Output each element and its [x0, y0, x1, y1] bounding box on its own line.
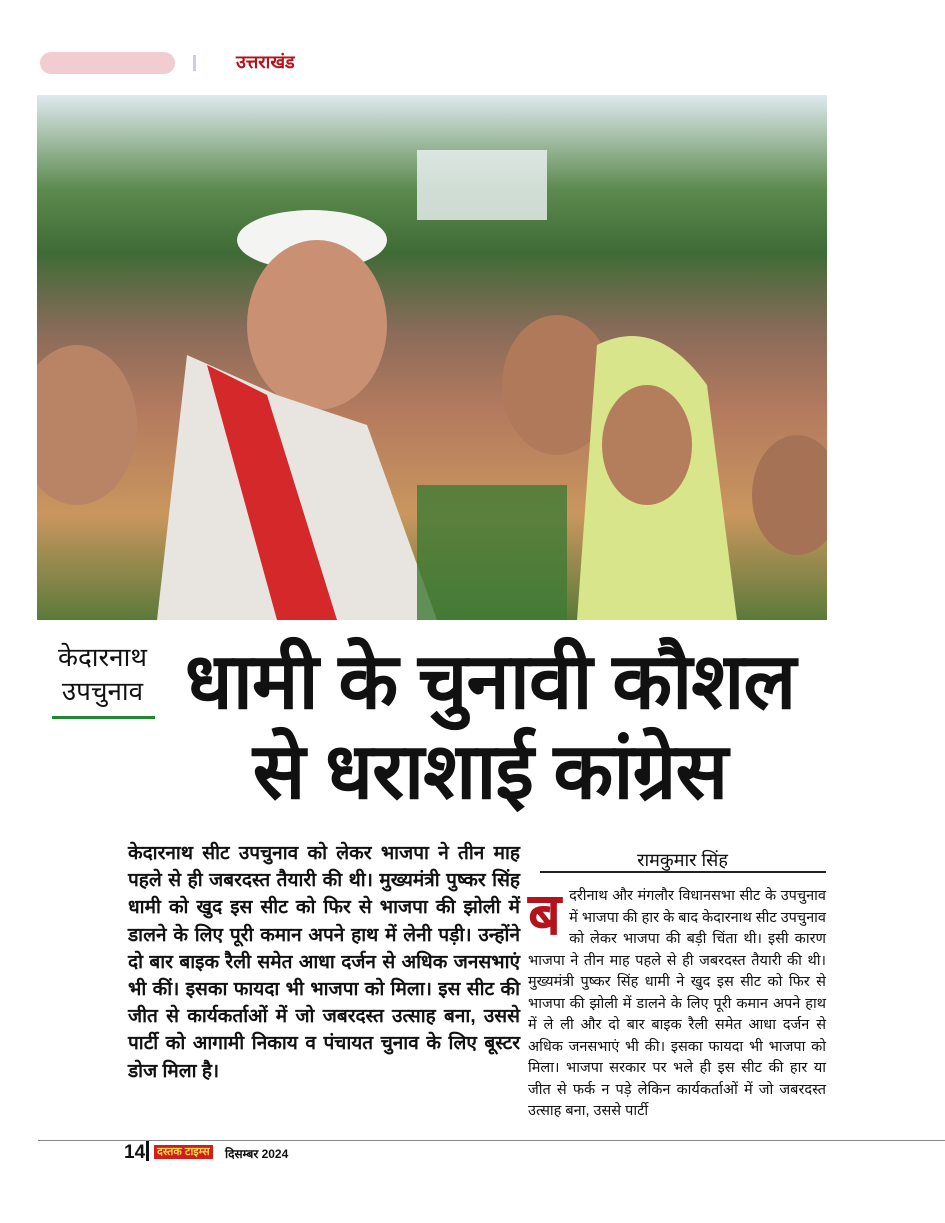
kicker: [50, 640, 155, 708]
headline-line-1: धामी के चुनावी कौशल: [184, 637, 796, 725]
man-face-left: [37, 345, 137, 505]
kicker-underline: [52, 716, 155, 719]
article-photo: [37, 95, 827, 620]
dropcap: ब: [528, 882, 562, 947]
photo-illustration: [37, 95, 827, 620]
brand-logo: दस्तक टाइम्स: [154, 1145, 213, 1159]
woman-face-3: [752, 435, 827, 555]
kicker-line-2: उपचुनाव: [61, 676, 144, 706]
tent: [417, 150, 547, 220]
intro-text: केदारनाथ सीट उपचुनाव को लेकर भाजपा ने तीन माह पहले से ही जबरदस्त तैयारी की थी। मुख्यमंत्री पुष्कर सिंह धामी को खुद इस सीट को फिर से भाजपा की झोली में डालने के लिए पूरी कमान अपने हाथ में लेनी पड़ी। उन्होंने दो बार बाइक रैली समेत आधा दर्जन से अधिक जनसभाएं भी कीं। इसका फायदा भी भाजपा को मिला। इस सीट की जीत से कार्यकर्ताओं में जो जबरदस्त उत्साह बना, उससे पार्टी को आगामी निकाय व पंचायत चुनाव के लिए बूस्टर डोज मिला है।: [128, 843, 520, 1082]
face: [247, 240, 387, 410]
header-divider: [193, 55, 196, 71]
header-pill: [40, 52, 175, 74]
article-text: दरीनाथ और मंगलौर विधानसभा सीट के उपचुनाव में भाजपा की हार के बाद केदारनाथ सीट उपचुनाव को लेकर भाजपा की बड़ी चिंता थी। इसी कारण भाजपा ने तीन माह पहले से ही जबरदस्त तैयारी की थी। मुख्यमंत्री पुष्कर सिंह धामी ने खुद इस सीट को फिर से भाजपा की झोली में डालने के लिए पूरी कमान अपने हाथ में ले ली और दो बार बाइक रैली समेत आधा दर्जन से अधिक जनसभाएं भी की। इसका फायदा भी भाजपा को मिला। भाजपा सरकार पर भले ही इस सीट की हार या जीत से फर्क न पड़े लेकिन कार्यकर्ताओं में जो जबरदस्त उत्साह बना, उससे पार्टी: [528, 888, 826, 1119]
footer-divider: [146, 1141, 149, 1161]
footer-rule: [38, 1140, 945, 1141]
article-body: [528, 882, 826, 1123]
headline: [160, 636, 820, 816]
byline: रामकुमार सिंह: [637, 850, 728, 870]
woman-face-2: [602, 385, 692, 505]
section-label: उत्तराखंड: [236, 52, 295, 72]
headline-line-2: से धराशाई कांग्रेस: [252, 727, 728, 815]
kicker-line-1: केदारनाथ: [58, 642, 147, 672]
page-number: 14: [124, 1142, 146, 1163]
issue-date: दिसम्बर 2024: [225, 1147, 289, 1161]
garland: [417, 485, 567, 620]
byline-rule: [540, 871, 826, 873]
